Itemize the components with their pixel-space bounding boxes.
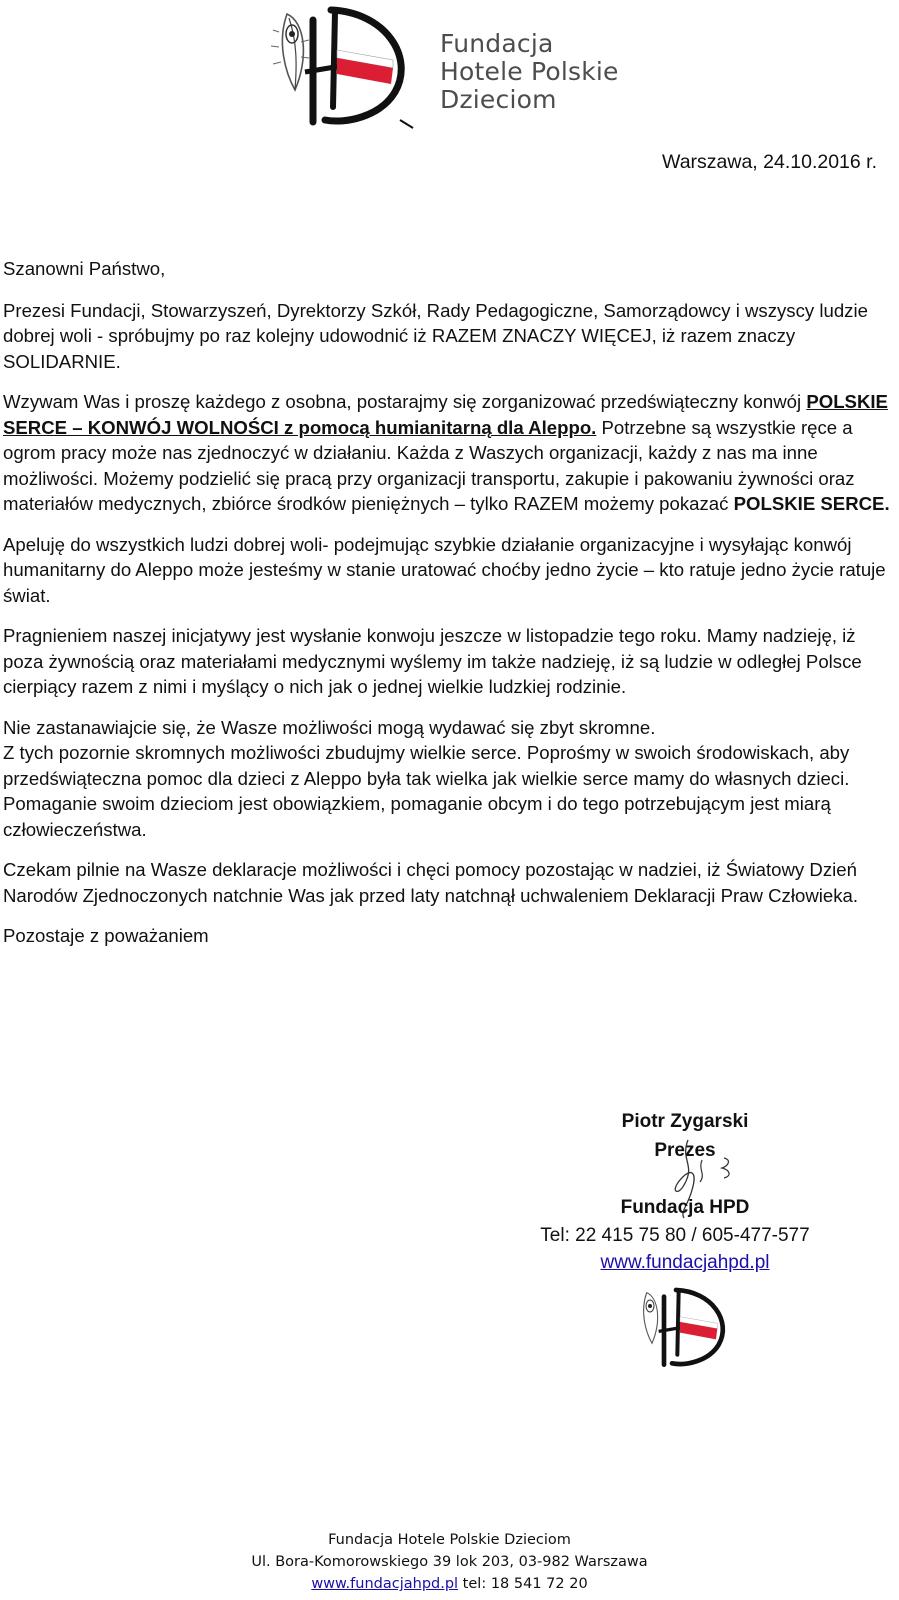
signature-logo (632, 1278, 742, 1378)
org-logotype-line1: Fundacja (440, 29, 554, 58)
footer-contact (0, 1573, 899, 1595)
signer-org: Fundacja HPD (620, 1197, 750, 1218)
convoy-name: POLSKIE SERCE – KONWÓJ WOLNOŚCI z pomocą humianitarną dla Aleppo. (3, 391, 888, 438)
hpd-logo-small-icon (632, 1278, 742, 1378)
footer-org: Fundacja Hotele Polskie Dzieciom (328, 1532, 571, 1548)
org-logotype (440, 30, 619, 114)
footer-website-link[interactable]: www.fundacjahpd.pl (311, 1576, 459, 1592)
signer-phone: Tel: 22 415 75 80 / 605-477-577 (540, 1225, 810, 1246)
closing: Pozostaje z poważaniem (3, 925, 209, 946)
letter-date: Warszawa, 24.10.2016 r. (662, 151, 877, 173)
paragraph-5-rest: Z tych pozornie skromnych możliwości zbudujmy wielkie serce. Poprośmy w swoich środowiskach, aby przedświąteczna pomoc dla dzieci z Aleppo była tak wielka jak wielkie serce mamy do własnych dzieci. Pomaganie swoim dzieciom jest obowiązkiem, pomaganie obcym i do tego potrzebującym jest miarą człowieczeństwa. (3, 742, 850, 840)
paragraph-1: Prezesi Fundacji, Stowarzyszeń, Dyrektorzy Szkół, Rady Pedagogiczne, Samorządowcy i wszyscy ludzie dobrej woli - spróbujmy po raz kolejny udowodnić iż RAZEM ZNACZY WIĘCEJ, iż razem znaczy SOLIDARNIE. (3, 299, 868, 372)
header-logo (265, 2, 430, 132)
footer-address: Ul. Bora-Komorowskiego 39 lok 203, 03-982 Warszawa (251, 1554, 648, 1570)
hpd-logo-icon (265, 2, 430, 132)
letter-body (3, 256, 893, 964)
org-logotype-line2: Hotele Polskie (440, 57, 619, 86)
footer (0, 1529, 899, 1595)
paragraph-4: Pragnieniem naszej inicjatywy jest wysłanie konwoju jeszcze w listopadzie tego roku. Mamy nadzieję, iż poza żywnością oraz materiałami medycznymi wyślemy im także nadzieję, iż są ludzie w odległej Polsce cierpiący razem z nimi i myślący o nich jak o jednej wielkie ludzkiej rodzinie. (3, 625, 862, 697)
signer-website-link[interactable]: www.fundacjahpd.pl (600, 1252, 770, 1273)
org-logotype-line3: Dzieciom (440, 85, 557, 114)
greeting: Szanowni Państwo, (3, 258, 166, 279)
paragraph-5 (3, 715, 893, 843)
signer-name: Piotr Zygarski (621, 1111, 749, 1132)
paragraph-2-end: POLSKIE SERCE. (733, 493, 890, 514)
paragraph-2 (3, 389, 893, 517)
paragraph-6: Czekam pilnie na Wasze deklaracje możliwości i chęci pomocy pozostając w nadziei, iż Światowy Dzień Narodów Zjednoczonych natchnie Was jak przed laty natchnął uchwaleniem Deklaracji Praw Człowieka. (3, 859, 859, 906)
paragraph-5-line1: Nie zastanawiajcie się, że Wasze możliwości mogą wydawać się zbyt skromne. (3, 716, 656, 738)
footer-phone: tel: 18 541 72 20 (458, 1576, 588, 1592)
paragraph-2-body: Potrzebne są wszystkie ręce a ogrom pracy może nas zjednoczyć w działaniu. Każda z Waszych organizacji, każdy z nas ma inne możliwości. Możemy podzielić się pracą przy organizacji transportu, zakupie i pakowaniu żywności oraz materiałów medycznych, zbiórce środków pieniężnych – tylko RAZEM możemy pokazać (3, 416, 855, 514)
paragraph-3: Apeluję do wszystkich ludzi dobrej woli- podejmując szybkie działanie organizacyjne i wysyłając konwój humanitarny do Aleppo może jesteśmy w stanie uratować choćby jedno życie – kto ratuje jedno życie ratuje świat. (3, 533, 886, 606)
signer-title: Prezes (654, 1140, 716, 1161)
paragraph-2-intro: Wzywam Was i proszę każdego z osobna, postarajmy się zorganizować przedświąteczny konwój (3, 391, 802, 412)
